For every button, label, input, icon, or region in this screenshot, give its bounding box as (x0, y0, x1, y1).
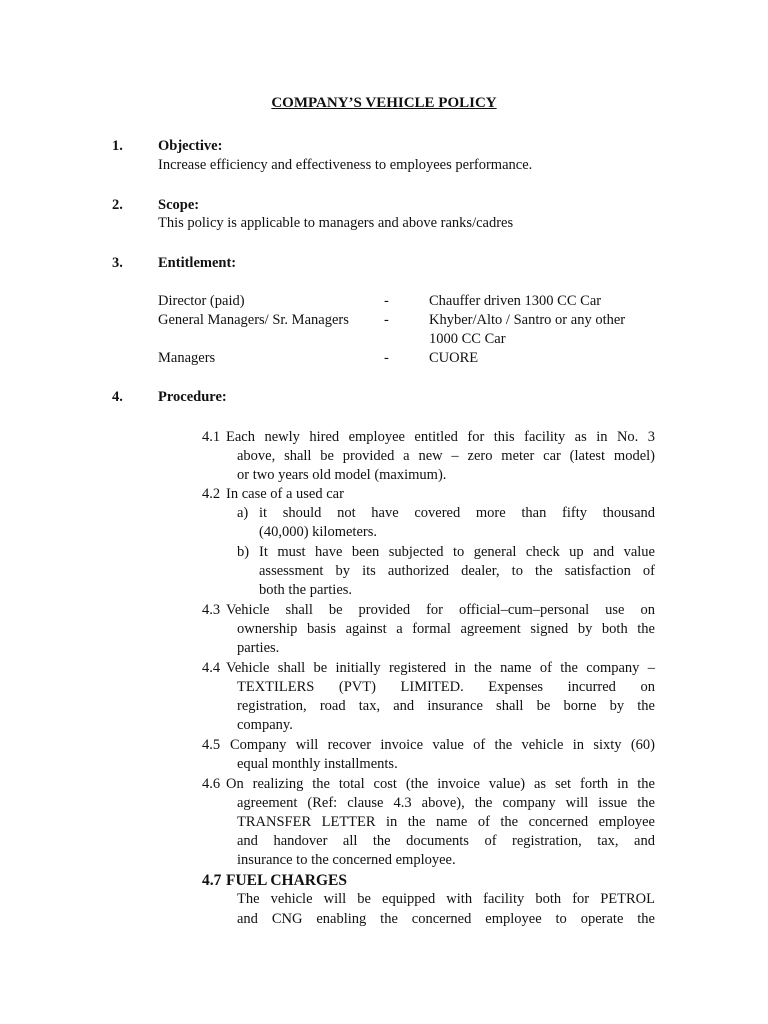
entitlement-dash: - (384, 312, 389, 328)
clause-text: TEXTILERS (PVT) LIMITED. Expenses incurred on (237, 679, 655, 695)
clause-text: or two years old model (maximum). (237, 467, 447, 483)
clause-number: 4.6 (202, 776, 221, 792)
clause-number: 4.1 (202, 429, 221, 445)
sub-clause-marker: b) (237, 544, 250, 560)
clause-text: In case of a used car (226, 486, 344, 502)
sub-clause-text: both the parties. (259, 582, 353, 598)
clause-number: 4.3 (202, 602, 221, 618)
sub-clause-marker: a) (237, 505, 249, 521)
entitlement-car: Khyber/Alto / Santro or any other (429, 312, 626, 328)
section-1-number: 1. (112, 138, 123, 154)
section-1-text: Increase efficiency and effectiveness to employees performance. (158, 157, 533, 173)
section-2-number: 2. (112, 197, 123, 213)
clause-text: On realizing the total cost (the invoice value) as set forth in the (226, 776, 655, 792)
section-4-number: 4. (112, 389, 123, 405)
clause-text: ownership basis against a formal agreement signed by both the (237, 621, 655, 637)
section-2-heading: Scope: (158, 197, 200, 213)
entitlement-role: General Managers/ Sr. Managers (158, 312, 349, 328)
section-1-heading: Objective: (158, 138, 223, 154)
clause-text: The vehicle will be equipped with facility both for PETROL (237, 891, 655, 907)
sub-clause-text: assessment by its authorized dealer, to the satisfaction of (259, 563, 655, 579)
clause-text: equal monthly installments. (237, 756, 398, 772)
clause-text: and handover all the documents of registration, tax, and (237, 833, 655, 849)
entitlement-dash: - (384, 350, 389, 366)
entitlement-role: Director (paid) (158, 293, 245, 309)
section-4-heading: Procedure: (158, 389, 227, 405)
page-title: COMPANY’S VEHICLE POLICY (271, 95, 497, 111)
clause-text: Company will recover invoice value of the vehicle in sixty (60) (230, 737, 655, 753)
clause-text: above, shall be provided a new – zero meter car (latest model) (237, 448, 655, 464)
sub-clause-text: (40,000) kilometers. (259, 524, 377, 540)
clause-text: agreement (Ref: clause 4.3 above), the company will issue the (237, 795, 655, 811)
entitlement-dash: - (384, 293, 389, 309)
clause-text: insurance to the concerned employee. (237, 852, 456, 868)
fuel-charges-heading: FUEL CHARGES (226, 872, 348, 889)
clause-text: registration, road tax, and insurance shall be borne by the (237, 698, 655, 714)
section-2-text: This policy is applicable to managers and above ranks/cadres (158, 215, 514, 231)
clause-number: 4.4 (202, 660, 221, 676)
clause-number: 4.5 (202, 737, 221, 753)
entitlement-car-continued: 1000 CC Car (429, 331, 506, 347)
clause-number: 4.2 (202, 486, 221, 502)
clause-text: Vehicle shall be provided for official–cum–personal use on (226, 602, 655, 618)
entitlement-role: Managers (158, 350, 216, 366)
section-3-number: 3. (112, 255, 123, 271)
entitlement-car: CUORE (429, 350, 479, 366)
clause-text: parties. (237, 640, 280, 656)
sub-clause-text: it should not have covered more than fifty thousand (259, 505, 655, 521)
entitlement-car: Chauffer driven 1300 CC Car (429, 293, 602, 309)
section-3-heading: Entitlement: (158, 255, 237, 271)
clause-text: Each newly hired employee entitled for this facility as in No. 3 (226, 429, 655, 445)
sub-clause-text: It must have been subjected to general check up and value (259, 544, 655, 560)
clause-text: TRANSFER LETTER in the name of the concerned employee (237, 814, 655, 830)
clause-text: company. (237, 717, 293, 733)
clause-text: Vehicle shall be initially registered in the name of the company – (226, 660, 655, 676)
clause-text: and CNG enabling the concerned employee to operate the (237, 911, 655, 927)
clause-number: 4.7 (202, 872, 222, 889)
